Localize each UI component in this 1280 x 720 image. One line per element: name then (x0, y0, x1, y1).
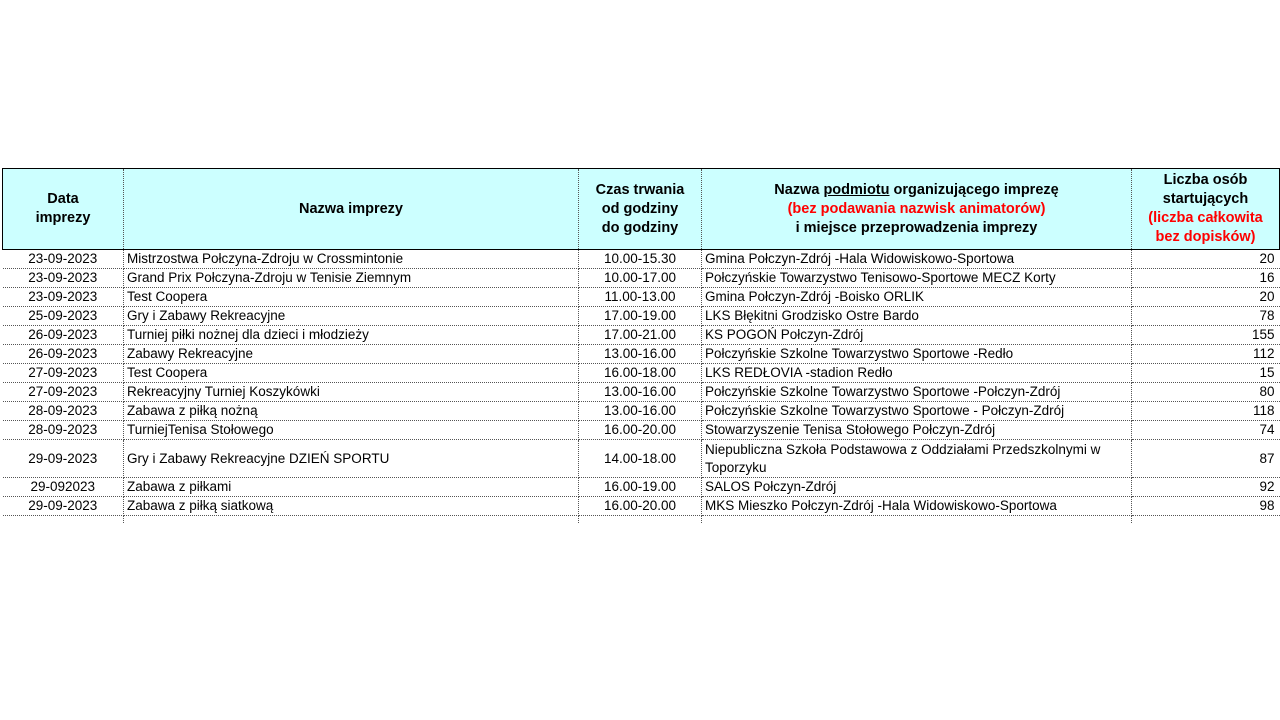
table-row (3, 288, 1280, 307)
cell-count[interactable]: 15 (1132, 364, 1280, 383)
cell-date[interactable]: 23-09-2023 (3, 269, 124, 288)
cell-organizer[interactable]: Połczyńskie Szkolne Towarzystwo Sportowe -Redło (702, 345, 1132, 364)
header-organizer-post: organizującego imprezę (889, 181, 1059, 198)
cell-time[interactable]: 13.00-16.00 (579, 345, 702, 364)
cell-time[interactable]: 16.00-19.00 (579, 478, 702, 497)
table-row (3, 250, 1280, 269)
cell-time[interactable]: 16.00-18.00 (579, 364, 702, 383)
header-time-line1: Czas trwania (595, 181, 685, 198)
cell-time[interactable]: 14.00-18.00 (579, 440, 702, 478)
cell-count[interactable]: 118 (1132, 402, 1280, 421)
cell-name[interactable]: Gry i Zabawy Rekreacyjne DZIEŃ SPORTU (124, 440, 579, 478)
events-table (2, 168, 1280, 523)
cell-organizer[interactable]: Niepubliczna Szkoła Podstawowa z Oddziałami Przedszkolnymi w Toporzyku (702, 440, 1132, 478)
cell-count[interactable]: 87 (1132, 440, 1280, 478)
header-count-note2: bez dopisków) (1155, 229, 1256, 245)
cell-name[interactable]: Zabawa z piłką siatkową (124, 497, 579, 516)
cell-count[interactable]: 20 (1132, 288, 1280, 307)
cell-organizer[interactable]: KS POGOŃ Połczyn-Zdrój (702, 326, 1132, 345)
cell-time[interactable]: 17.00-21.00 (579, 326, 702, 345)
header-organizer-note: (bez podawania nazwisk animatorów) (787, 200, 1046, 217)
header-time-line3: do godziny (601, 219, 679, 236)
header-organizer (702, 169, 1132, 250)
cell-date[interactable]: 28-09-2023 (3, 421, 124, 440)
header-name (124, 169, 579, 250)
cell-organizer[interactable]: Połczyńskie Towarzystwo Tenisowo-Sportowe MECZ Korty (702, 269, 1132, 288)
cell-name[interactable]: Mistrzostwa Połczyna-Zdroju w Crossmintonie (124, 250, 579, 269)
header-name-text: Nazwa imprezy (299, 200, 403, 217)
cell-date[interactable]: 29-09-2023 (3, 440, 124, 478)
cell-organizer[interactable]: Stowarzyszenie Tenisa Stołowego Połczyn-Zdrój (702, 421, 1132, 440)
cell-date[interactable]: 28-09-2023 (3, 402, 124, 421)
cell-count[interactable]: 20 (1132, 250, 1280, 269)
header-date (3, 169, 124, 250)
table-row (3, 402, 1280, 421)
table-body (3, 250, 1280, 524)
cell-organizer[interactable]: LKS Błękitni Grodzisko Ostre Bardo (702, 307, 1132, 326)
cell-date[interactable]: 23-09-2023 (3, 288, 124, 307)
header-time-line2: od godziny (601, 200, 679, 217)
header-organizer-pre: Nazwa (774, 181, 824, 198)
cell-name[interactable]: Zabawa z piłkami (124, 478, 579, 497)
cell-organizer[interactable]: Gmina Połczyn-Zdrój -Boisko ORLIK (702, 288, 1132, 307)
cell-count[interactable]: 80 (1132, 383, 1280, 402)
cell-time[interactable]: 17.00-19.00 (579, 307, 702, 326)
cell-count[interactable]: 112 (1132, 345, 1280, 364)
header-organizer-line3: i miejsce przeprowadzenia imprezy (795, 219, 1038, 236)
header-organizer-line1 (704, 181, 1129, 200)
cell-name[interactable]: Rekreacyjny Turniej Koszykówki (124, 383, 579, 402)
empty-cell (3, 516, 124, 524)
cell-date[interactable]: 23-09-2023 (3, 250, 124, 269)
cell-count[interactable]: 98 (1132, 497, 1280, 516)
cell-name[interactable]: Turniej piłki nożnej dla dzieci i młodzieży (124, 326, 579, 345)
header-count-note1: (liczba całkowita (1148, 210, 1263, 226)
empty-cell (124, 516, 579, 524)
cell-organizer[interactable]: Połczyńskie Szkolne Towarzystwo Sportowe -Połczyn-Zdrój (702, 383, 1132, 402)
cell-organizer[interactable]: SALOS Połczyn-Zdrój (702, 478, 1132, 497)
cell-date[interactable]: 27-09-2023 (3, 383, 124, 402)
cell-name[interactable]: Zabawy Rekreacyjne (124, 345, 579, 364)
cell-organizer[interactable]: Połczyńskie Szkolne Towarzystwo Sportowe - Połczyn-Zdrój (702, 402, 1132, 421)
table-row (3, 497, 1280, 516)
table-row (3, 364, 1280, 383)
cell-time[interactable]: 13.00-16.00 (579, 402, 702, 421)
cell-organizer[interactable]: Gmina Połczyn-Zdrój -Hala Widowiskowo-Sportowa (702, 250, 1132, 269)
cell-organizer[interactable]: LKS REDŁOVIA -stadion Redło (702, 364, 1132, 383)
empty-cell (579, 516, 702, 524)
cell-time[interactable]: 16.00-20.00 (579, 421, 702, 440)
events-table-container (2, 168, 1279, 523)
cell-date[interactable]: 25-09-2023 (3, 307, 124, 326)
cell-count[interactable]: 16 (1132, 269, 1280, 288)
cell-count[interactable]: 155 (1132, 326, 1280, 345)
cell-time[interactable]: 10.00-17.00 (579, 269, 702, 288)
empty-cell (1132, 516, 1280, 524)
table-row (3, 307, 1280, 326)
cell-date[interactable]: 26-09-2023 (3, 326, 124, 345)
cell-name[interactable]: Gry i Zabawy Rekreacyjne (124, 307, 579, 326)
cell-time[interactable]: 13.00-16.00 (579, 383, 702, 402)
cell-time[interactable]: 16.00-20.00 (579, 497, 702, 516)
cell-organizer[interactable]: MKS Mieszko Połczyn-Zdrój -Hala Widowiskowo-Sportowa (702, 497, 1132, 516)
cell-name[interactable]: TurniejTenisa Stołowego (124, 421, 579, 440)
table-row (3, 269, 1280, 288)
header-organizer-underlined: podmiotu (823, 181, 890, 198)
cell-date[interactable]: 29-09-2023 (3, 497, 124, 516)
cell-count[interactable]: 74 (1132, 421, 1280, 440)
empty-cell (702, 516, 1132, 524)
header-date-line2: imprezy (35, 210, 91, 226)
header-row (3, 169, 1280, 250)
empty-row-stub (3, 516, 1280, 524)
cell-name[interactable]: Grand Prix Połczyna-Zdroju w Tenisie Ziemnym (124, 269, 579, 288)
cell-date[interactable]: 27-09-2023 (3, 364, 124, 383)
cell-date[interactable]: 26-09-2023 (3, 345, 124, 364)
table-header (3, 169, 1280, 250)
header-time (579, 169, 702, 250)
cell-date[interactable]: 29-092023 (3, 478, 124, 497)
cell-time[interactable]: 10.00-15.30 (579, 250, 702, 269)
table-row (3, 478, 1280, 497)
table-row (3, 421, 1280, 440)
cell-time[interactable]: 11.00-13.00 (579, 288, 702, 307)
table-row (3, 440, 1280, 478)
cell-name[interactable]: Test Coopera (124, 364, 579, 383)
table-row (3, 345, 1280, 364)
cell-name[interactable]: Zabawa z piłką nożną (124, 402, 579, 421)
header-count (1132, 169, 1280, 250)
cell-count[interactable]: 78 (1132, 307, 1280, 326)
cell-count[interactable]: 92 (1132, 478, 1280, 497)
table-row (3, 326, 1280, 345)
table-row (3, 383, 1280, 402)
cell-name[interactable]: Test Coopera (124, 288, 579, 307)
header-date-line1: Data (47, 191, 79, 207)
header-count-line2: startujących (1162, 191, 1249, 207)
header-count-line1: Liczba osób (1163, 172, 1248, 188)
